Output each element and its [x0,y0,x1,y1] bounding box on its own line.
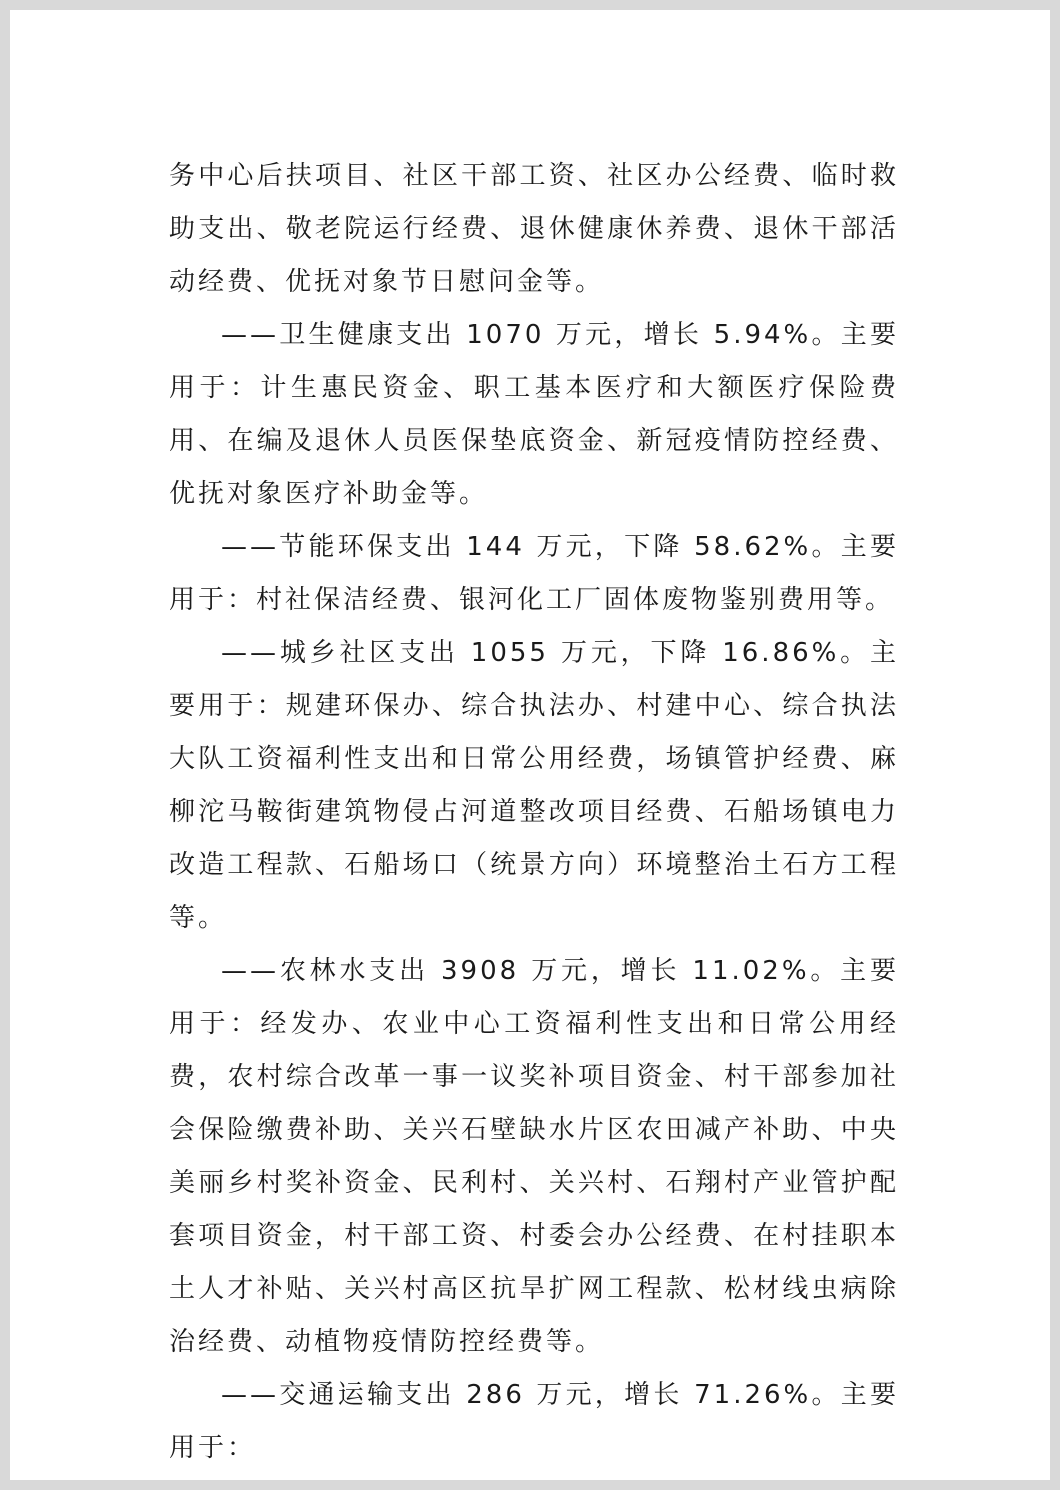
paragraph-transport-expenditure: ——交通运输支出 286 万元，增长 71.26%。主要用于： [169,1380,899,1463]
paragraph-community-expenditure: ——城乡社区支出 1055 万元，下降 16.86%。主要用于：规建环保办、综合执法办、村建中心、综合执法大队工资福利性支出和日常公用经费，场镇管护经费、麻柳沱马鞍街建筑物侵占河道整改项目经费、石船场镇电力改造工程款、石船场口（统景方向）环境整治土石方工程等。 [169,638,899,933]
document-page [10,10,1050,1480]
paragraph-agriculture-expenditure: ——农林水支出 3908 万元，增长 11.02%。主要用于：经发办、农业中心工资福利性支出和日常公用经费，农村综合改革一事一议奖补项目资金、村干部参加社会保险缴费补助、关兴石壁缺水片区农田减产补助、中央美丽乡村奖补资金、民利村、关兴村、石翔村产业管护配套项目资金，村干部工资、村委会办公经费、在村挂职本土人才补贴、关兴村高区抗旱扩网工程款、松材线虫病除治经费、动植物疫情防控经费等。 [169,956,899,1357]
paragraph-health-expenditure: ——卫生健康支出 1070 万元，增长 5.94%。主要用于：计生惠民资金、职工基本医疗和大额医疗保险费用、在编及退休人员医保垫底资金、新冠疫情防控经费、优抚对象医疗补助金等。 [169,320,899,509]
document-body [169,150,899,1475]
paragraph-continued: 务中心后扶项目、社区干部工资、社区办公经费、临时救助支出、敬老院运行经费、退休健康休养费、退休干部活动经费、优抚对象节日慰问金等。 [169,161,899,297]
paragraph-environment-expenditure: ——节能环保支出 144 万元，下降 58.62%。主要用于：村社保洁经费、银河化工厂固体废物鉴别费用等。 [169,532,899,615]
